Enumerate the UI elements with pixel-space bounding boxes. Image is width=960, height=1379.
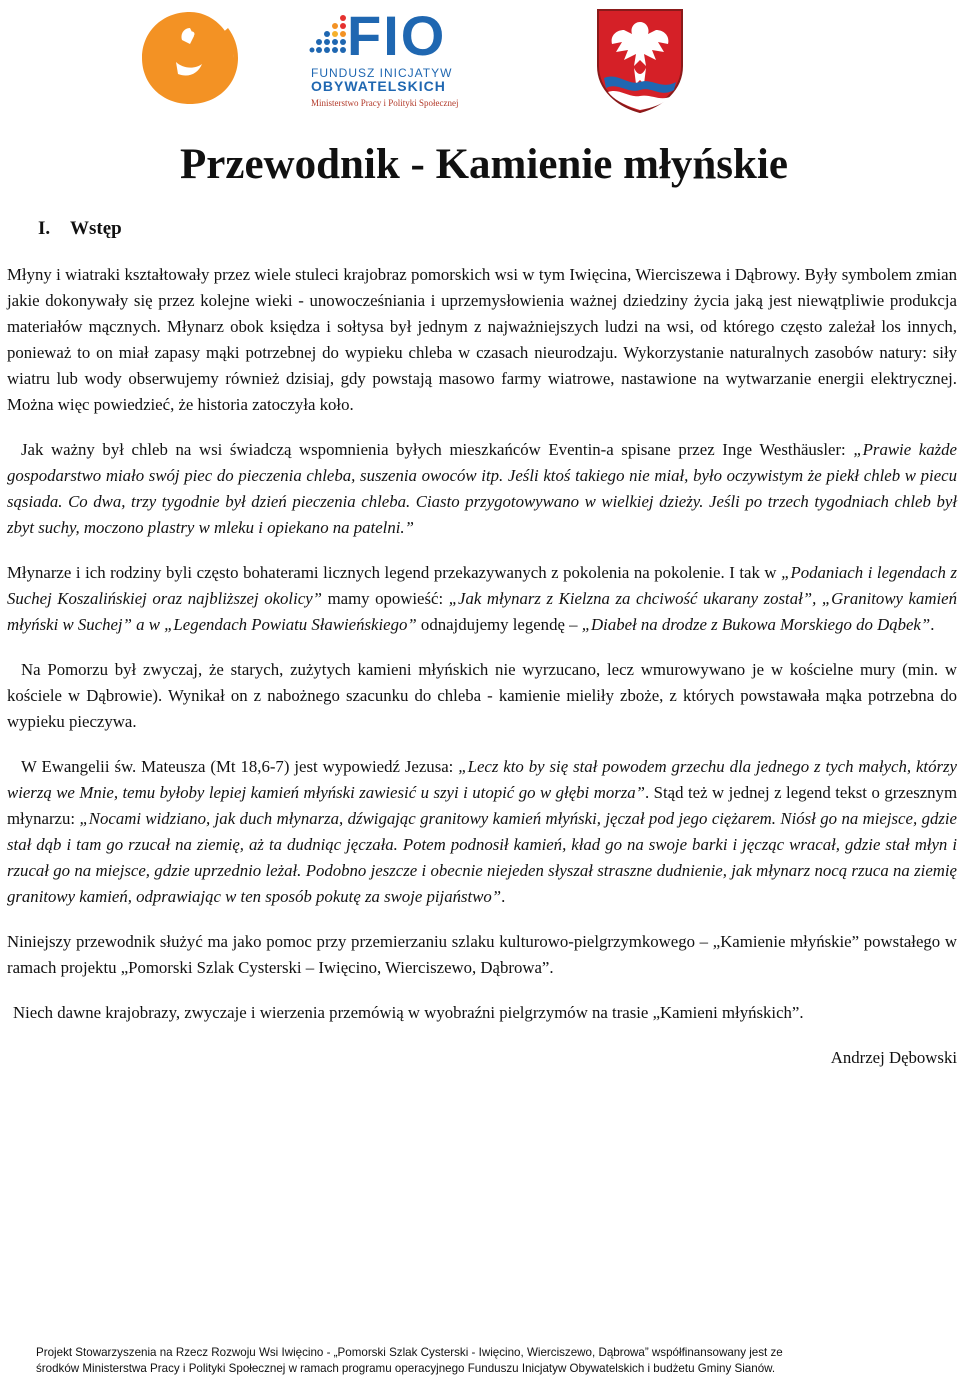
coat-of-arms-icon xyxy=(594,6,686,114)
dots-logo-icon xyxy=(309,12,349,56)
paragraph-legends xyxy=(7,560,957,638)
fio-logo-text: FIO xyxy=(347,4,447,67)
paragraph-pomerania: Na Pomorzu był zwyczaj, że starych, zużytych kamieni młyńskich nie wyrzucano, lecz wmurowywano je w kościelne mury (min. w kościele w Dąbrowie). Wynikał on z nabożnego szacunku do chleba - kamienie mieliły zboże, z których powstawała mąka potrzebna do wypieku pieczywa. xyxy=(7,660,957,731)
fio-logo xyxy=(305,6,485,110)
author-signature: Andrzej Dębowski xyxy=(830,1048,957,1067)
gospel-text-end: . xyxy=(501,887,506,906)
legends-text-end: . xyxy=(930,615,935,634)
page-footer xyxy=(0,1345,960,1377)
gospel-text-a: W Ewangelii św. Mateusza (Mt 18,6-7) jest wypowiedź Jezusa: xyxy=(21,757,454,776)
paragraph-memories xyxy=(7,437,957,541)
legends-text-e: odnajdujemy legendę xyxy=(420,615,565,634)
fio-logo-ministry: Ministerstwo Pracy i Polityki Społecznej xyxy=(311,98,459,108)
fio-logo-line2: OBYWATELSKICH xyxy=(311,78,446,94)
legends-devil-title: – „Diabeł na drodze z Bukowa Morskiego do Dąbek” xyxy=(569,615,931,634)
legends-text-a: Młynarze i ich rodziny byli często bohaterami licznych legend przekazywanych z pokolenia na pokolenie. I tak w xyxy=(7,563,777,582)
memories-quote: „Prawie każde gospodarstwo miało swój piec do pieczenia chleba, suszenia owoców itp. Jeśli ktoś takiego nie miał, było oczywistym że piekł chleb w piecu sąsiada. Co dwa, trzy tygodnie był dzień pieczenia chleba. Ciasto przygotowywano w wielkiej dzieży. Jeśli po trzech tygodniach chleb był zbyt suchy, moczono plastry w mleku i opiekano na patelni.” xyxy=(7,440,957,537)
fio-logo-line1: FUNDUSZ INICJATYW xyxy=(311,66,453,80)
gospel-quote: „Lecz kto by się stał powodem grzechu dla jednego z tych małych, którzy wierzą we Mnie, temu byłoby lepiej kamień młyński zawiesić u szyi i utopić go w głębi morza” xyxy=(7,757,957,802)
paragraph-purpose: Niniejszy przewodnik służyć ma jako pomoc przy przemierzaniu szlaku kulturowo-pielgrzymkowego – „Kamienie młyńskie” powstałego w ramach projektu „Pomorski Szlak Cysterski – Iwięcino, Wierciszewo, Dąbrowa”. xyxy=(7,932,957,977)
paragraph-gospel xyxy=(7,754,957,910)
paragraph-intro: Młyny i wiatraki kształtowały przez wiele stuleci krajobraz pomorskich wsi w tym Iwięcina, Wierciszewa i Dąbrowy. Były symbolem zmian jakie dokonywały się przez kolejne wieki - unowocześniania i uprzemysłowienia ważnej dziedziny życia jaką jest niewątpliwie produkcja materiałów mącznych. Młynarz obok księdza i sołtysa był jednym z najważniejszych ludzi na wsi, od którego często zależał los innych, ponieważ to on miał zapasy mąki potrzebnej do wypieku chleba w czasach nieurodzaju. Wykorzystanie naturalnych zasobów natury: siły wiatru lub wody obserwujemy również dzisiaj, gdy powstają masowo farmy wiatrowe, nastawione na wytwarzanie energii elektrycznej. Można więc powiedzieć, że historia zatoczyła koło. xyxy=(7,265,957,414)
gospel-text-c: . Stąd też w jednej z legend tekst o grzesznym młynarzu: xyxy=(7,783,958,828)
document-body xyxy=(7,262,957,1090)
page-title: Przewodnik - Kamienie młyńskie xyxy=(180,141,788,188)
section-heading xyxy=(38,218,122,240)
section-number: I. xyxy=(38,218,51,239)
legends-book-title: „Podaniach i legendach z Suchej Koszalińskiej oraz najbliższej okolicy” xyxy=(7,563,957,608)
rooster-logo-icon xyxy=(138,8,242,108)
memories-intro: Jak ważny był chleb na wsi świadczą wspomnienia byłych mieszkańców Eventin-a spisane przez Inge Westhäusler: xyxy=(21,440,846,459)
miller-legend-quote: „Nocami widziano, jak duch młynarza, dźwigając granitowy kamień młyński, jęczał pod jego ciężarem. Niósł go na miejsce, gdzie stał dąb i tam go rzucał na ziemię, aż ta dudniąc jęczała. Potem podnosił kamień, kład go na swoje barki i jęcząc wracał, gdzie stał młyn i rzucał go na miejsce, gdzie uprzednio leżał. Podobno jeszcze i obecnie niejeden słyszał straszne dudnienie, jak młynarz nocą rzuca na ziemię granitowy kamień, odprawiając w ten sposób pokutę za swoje pijaństwo” xyxy=(7,809,957,906)
legends-titles: „Jak młynarz z Kielzna za chciwość ukarany został”, „Granitowy kamień młyński w Suchej” a w „Legendach Powiatu Sławieńskiego” xyxy=(7,589,957,634)
footer-line-1: Projekt Stowarzyszenia na Rzecz Rozwoju Wsi Iwięcino - „Pomorski Szlak Cysterski - Iwięcino, Wierciszewo, Dąbrowa” współfinansowany jest ze xyxy=(36,1346,783,1359)
logo-bar xyxy=(0,0,960,120)
section-title: Wstęp xyxy=(70,218,122,239)
paragraph-closing: Niech dawne krajobrazy, zwyczaje i wierzenia przemówią w wyobraźni pielgrzymów na trasie „Kamieni młyńskich”. xyxy=(13,1003,804,1022)
legends-text-c: mamy opowieść: xyxy=(327,589,444,608)
footer-line-2: środków Ministerstwa Pracy i Polityki Społecznej w ramach programu operacyjnego Funduszu Inicjatyw Obywatelskich i budżetu Gminy Sianów. xyxy=(36,1362,776,1375)
